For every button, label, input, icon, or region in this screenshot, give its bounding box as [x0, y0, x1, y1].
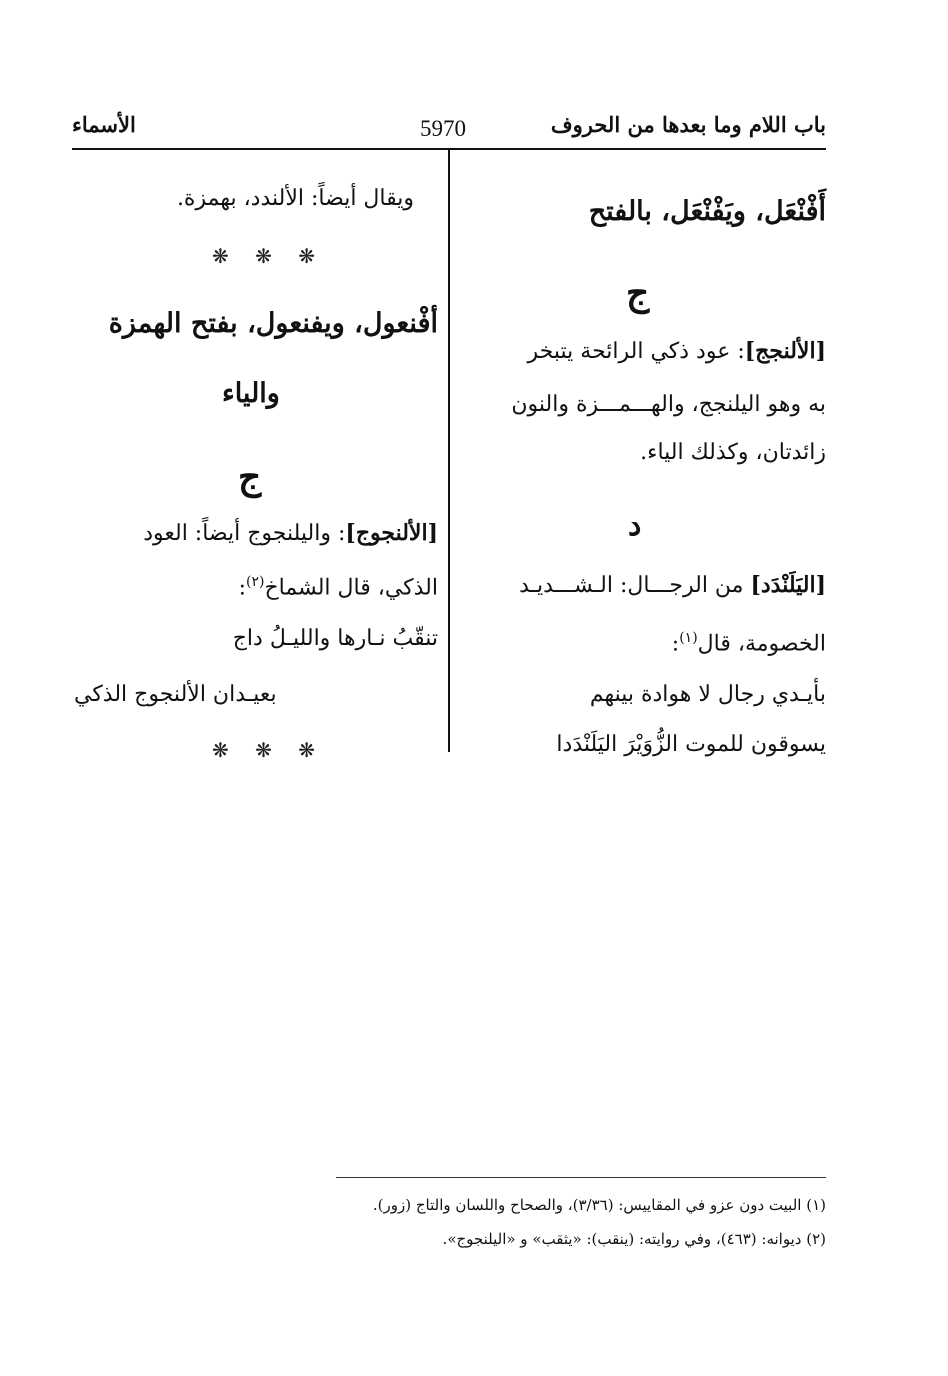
header-chapter-title: باب اللام وما بعدها من الحروف — [550, 112, 826, 137]
footnote-rule — [336, 1177, 826, 1178]
verse-line-1: بأيـدي رجال لا هوادة بينهم — [589, 682, 826, 707]
entry-text: : عود ذكي الرائحة يتبخر — [527, 339, 745, 364]
right-letter-jim: ج — [626, 272, 650, 314]
entry-text: الذكي، قال الشماخ — [264, 575, 438, 601]
entry-term: [اليَلَنْدَد] — [750, 572, 826, 598]
verse-line-1: تنقّبُ نـارها والليـلُ داج — [232, 626, 438, 651]
footnote-ref-1[interactable]: (١) — [679, 630, 698, 646]
left-section-heading-line-1: أفْنعول، ويفنعول، بفتح الهمزة — [108, 308, 438, 339]
right-section-heading: أَفْنْعَل، ويَفْنْعَل، بالفتح — [588, 196, 826, 227]
footnote-1: (١) البيت دون عزو في المقاييس: (٣/٣٦)، والصحاح واللسان والتاج (زور). — [372, 1196, 826, 1214]
entry-text: : واليلنجوج أيضاً: العود — [143, 521, 346, 546]
entry-colon: : — [238, 575, 246, 601]
page-number: 5970 — [420, 116, 466, 141]
left-letter-jim: ج — [238, 456, 262, 498]
entry-alanjaj-line-3: زائدتان، وكذلك الياء. — [640, 440, 826, 465]
entry-colon: : — [671, 631, 680, 657]
right-letter-dal: د — [628, 508, 642, 543]
entry-text: الخصومة، قال — [697, 631, 826, 657]
left-continuation-line: ويقال أيضاً: الألندد، بهمزة. — [176, 186, 414, 211]
entry-alanjuj-line-2 — [239, 574, 438, 600]
separator-stars: ❋ ❋ ❋ — [212, 738, 325, 762]
entry-text: من الرجـــال: الـشـــديـد — [519, 573, 751, 598]
entry-term: [الألنجوج] — [345, 520, 438, 546]
left-section-heading-line-2: والياء — [222, 378, 280, 409]
footnote-ref-2[interactable]: (٢) — [246, 574, 265, 590]
verse-line-2: يسوقون للموت الزُّوَيْرَ اليَلَنْدَدا — [556, 732, 826, 757]
entry-alanjaj-line-1 — [528, 338, 826, 364]
entry-alanjaj-line-2: به وهو اليلنجج، والهـــمـــزة والنون — [511, 392, 826, 417]
entry-yalandad-line-1 — [519, 572, 826, 598]
column-divider — [448, 150, 450, 752]
verse-line-2: بعيـدان الألنجوج الذكي — [74, 682, 277, 707]
entry-term: [الألنجج] — [744, 338, 826, 364]
entry-yalandad-line-2 — [672, 630, 826, 656]
separator-stars: ❋ ❋ ❋ — [212, 244, 325, 268]
header-section-title: الأسماء — [72, 112, 136, 137]
footnote-2: (٢) ديوانه: (٤٦٣)، وفي روايته: (ينقب): «يثقب» و «اليلنجوج». — [442, 1230, 826, 1248]
entry-alanjuj-line-1 — [143, 520, 438, 546]
